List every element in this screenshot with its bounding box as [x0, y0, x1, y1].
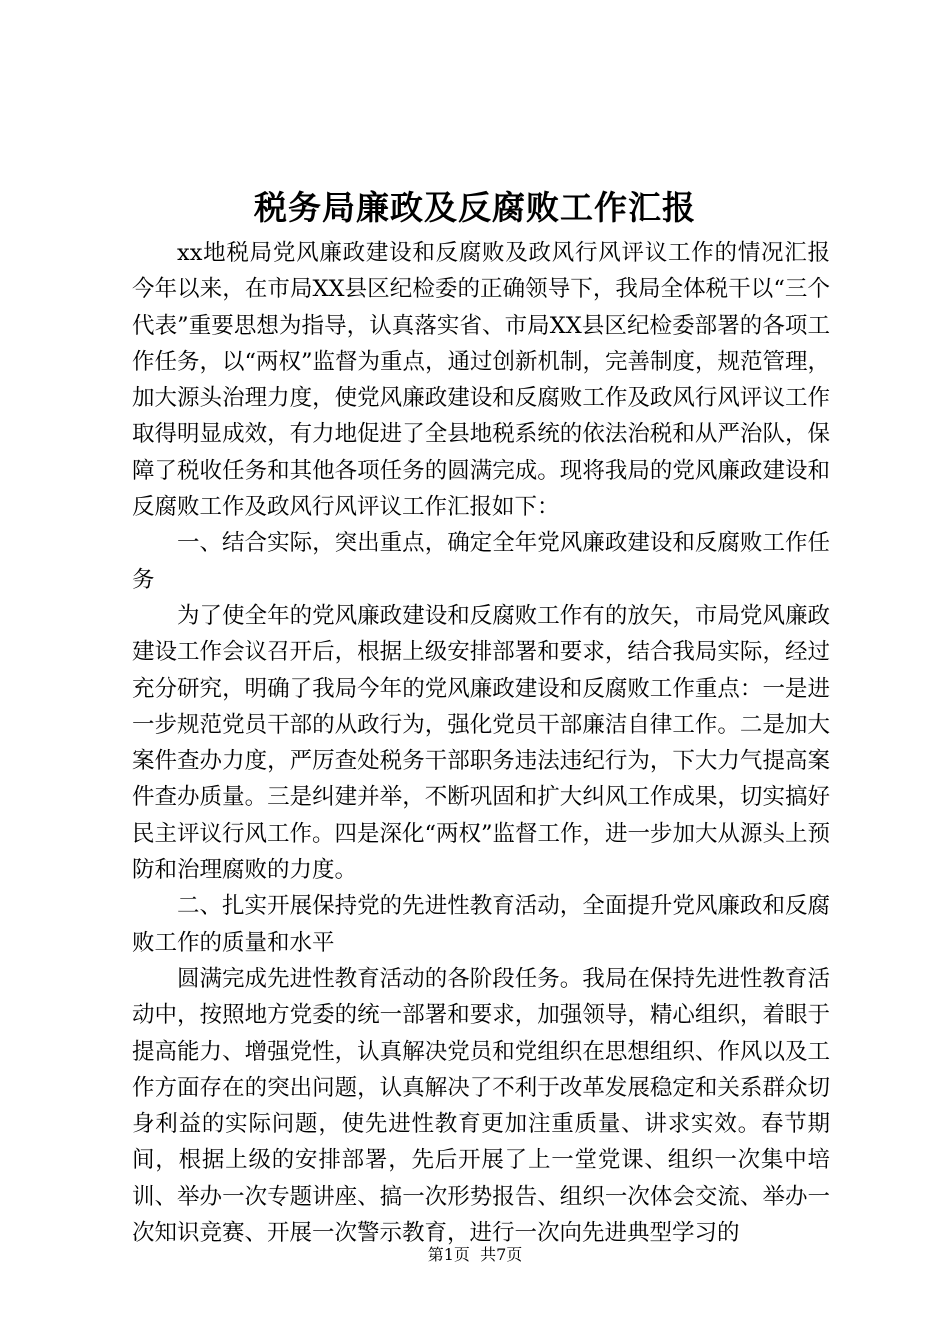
page-number: 第1页	[427, 1245, 470, 1264]
paragraph-heading-1: 一、结合实际，突出重点，确定全年党风廉政建设和反腐败工作任务	[132, 530, 830, 593]
paragraph-section-2: 圆满完成先进性教育活动的各阶段任务。我局在保持先进性教育活动中，按照地方党委的统一部署和要求，加强领导，精心组织，着眼于提高能力、增强党性，认真解决党员和党组织在思想组织、作风以及工作方面存在的突出问题，认真解决了不利于改革发展稳定和关系群众切身利益的实际问题，使先进性教育更加注重质量、讲求实效。春节期间，根据上级的安排部署，先后开展了上一堂党课、组织一次集中培训、举办一次专题讲座、搞一次形势报告、组织一次体会交流、举办一次知识竞赛、开展一次警示教育，进行一次向先进典型学习的	[132, 965, 830, 1247]
page-total: 共7页	[480, 1245, 523, 1264]
paragraph-intro: xx地税局党风廉政建设和反腐败及政风行风评议工作的情况汇报今年以来，在市局XX县区纪检委的正确领导下，我局全体税干以“三个代表”重要思想为指导，认真落实省、市局XX县区纪检委部署的各项工作任务，以“两权”监督为重点，通过创新机制，完善制度，规范管理，加大源头治理力度，使党风廉政建设和反腐败工作及政风行风评议工作取得明显成效，有力地促进了全县地税系统的依法治税和从严治队，保障了税收任务和其他各项任务的圆满完成。现将我局的党风廉政建设和反腐败工作及政风行风评议工作汇报如下：	[132, 240, 831, 521]
page-footer	[0, 1244, 950, 1266]
document-body	[132, 235, 830, 1251]
paragraph-heading-2: 二、扎实开展保持党的先进性教育活动，全面提升党风廉政和反腐败工作的质量和水平	[132, 893, 830, 956]
paragraph-section-1: 为了使全年的党风廉政建设和反腐败工作有的放矢，市局党风廉政建设工作会议召开后，根据上级安排部署和要求，结合我局实际，经过充分研究，明确了我局今年的党风廉政建设和反腐败工作重点：一是进一步规范党员干部的从政行为，强化党员干部廉洁自律工作。二是加大案件查办力度，严厉查处税务干部职务违法违纪行为，下大力气提高案件查办质量。三是纠建并举，不断巩固和扩大纠风工作成果，切实搞好民主评议行风工作。四是深化“两权”监督工作，进一步加大从源头上预防和治理腐败的力度。	[132, 602, 831, 884]
document-title: 税务局廉政及反腐败工作汇报	[254, 188, 696, 227]
